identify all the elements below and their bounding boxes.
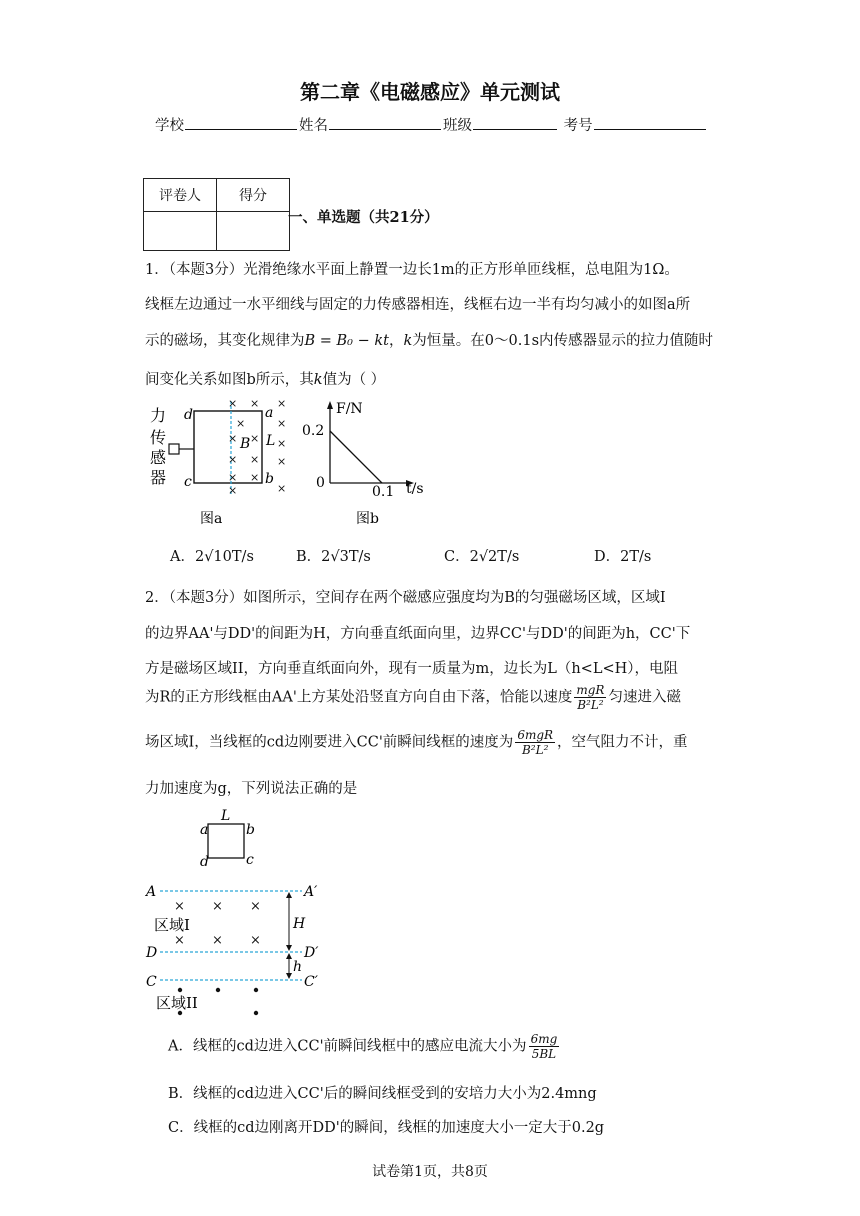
- svg-text:×: ×: [228, 397, 238, 410]
- name-label: 姓名: [299, 118, 328, 134]
- sensor-char-3: 感: [150, 448, 167, 467]
- q2-line-5-tail: ，空气阻力不计，重: [557, 734, 688, 751]
- q2-line-6: 力加速度为g，下列说法正确的是: [145, 781, 358, 797]
- school-field[interactable]: [185, 114, 297, 130]
- field-crosses: [228, 397, 286, 497]
- q1-line-3-tail: 为恒量。在0～0.1s内传感器显示的拉力值随时: [412, 333, 714, 349]
- q2-line-2: 的边界AA'与DD'的间距为H，方向垂直纸面向里，边界CC'与DD'的间距为h，CC'下: [145, 626, 691, 642]
- fig2-label-d: d: [200, 854, 209, 870]
- q2-line-4-tail: 匀速进入磁: [608, 689, 681, 706]
- square-coil: [208, 824, 244, 858]
- svg-text:×: ×: [250, 453, 260, 466]
- fig2-label-a: a: [200, 822, 209, 838]
- q1-option-b[interactable]: B．2√3T/s: [296, 549, 371, 565]
- q2-line-1: 2．（本题3分）如图所示，空间存在两个磁感应强度均为B的匀强磁场区域，区域I: [145, 590, 666, 606]
- svg-text:×: ×: [236, 417, 246, 430]
- q1-k2: k: [313, 372, 323, 388]
- origin-label: 0: [316, 475, 325, 491]
- q2-option-a-fraction: [529, 1032, 560, 1061]
- y-axis-arrow: [327, 401, 333, 409]
- q2-option-c[interactable]: C．线框的cd边刚离开DD'的瞬间，线框的加速度大小一定大于0.2g: [168, 1120, 605, 1136]
- fig2-label-L: L: [221, 808, 231, 824]
- svg-text:×: ×: [228, 453, 238, 466]
- q1-line-4: [145, 368, 385, 389]
- fig-a-caption: 图a: [200, 511, 223, 527]
- frac1-num: mgR: [576, 683, 605, 697]
- page-title: 第二章《电磁感应》单元测试: [300, 80, 560, 104]
- fig2-label-A-prime: A′: [304, 884, 318, 900]
- y-axis-label: F/N: [336, 401, 363, 417]
- svg-text:×: ×: [212, 899, 223, 914]
- sensor-box: [169, 444, 179, 454]
- svg-text:×: ×: [250, 933, 261, 948]
- q1-line-1: 1．（本题3分）光滑绝缘水平面上静置一边长1m的正方形单匝线框，总电阻为1Ω。: [145, 262, 679, 278]
- number-label: 考号: [563, 118, 593, 134]
- q2-option-a-text: A．线框的cd边进入CC'前瞬间线框中的感应电流大小为: [168, 1038, 527, 1055]
- q1-option-a[interactable]: A．2√10T/s: [170, 549, 254, 565]
- sensor-char-4: 器: [150, 468, 167, 487]
- svg-text:×: ×: [250, 397, 260, 410]
- score-header: 得分: [217, 179, 290, 212]
- fig2-label-b: b: [246, 822, 255, 838]
- force-line: [330, 431, 382, 483]
- q2-line-5: [145, 728, 688, 757]
- optA-num: 6mg: [530, 1032, 558, 1046]
- svg-text:×: ×: [277, 417, 287, 430]
- label-d: d: [184, 407, 193, 423]
- q1-formula: B = B₀ − kt: [304, 333, 389, 349]
- student-info-line: [155, 114, 708, 135]
- score-cell[interactable]: [217, 212, 290, 251]
- svg-text:×: ×: [277, 437, 287, 450]
- svg-text:×: ×: [250, 432, 260, 445]
- q2-option-a[interactable]: [168, 1032, 561, 1061]
- x-tick-label: 0.1: [372, 484, 395, 500]
- q2-line-4-text: 为R的正方形线框由AA'上方某处沿竖直方向自由下落，恰能以速度: [145, 689, 573, 706]
- q1-comma: ，: [388, 333, 404, 349]
- label-c: c: [184, 474, 192, 490]
- figure-a: [140, 397, 300, 532]
- q1-option-c[interactable]: C．2√2T/s: [444, 549, 520, 565]
- svg-text:×: ×: [174, 933, 185, 948]
- name-field[interactable]: [329, 114, 441, 130]
- q2-option-b[interactable]: B．线框的cd边进入CC'后的瞬间线框受到的安培力大小为2.4mng: [168, 1086, 597, 1102]
- grader-header: 评卷人: [144, 179, 217, 212]
- fig2-label-h: h: [293, 959, 303, 975]
- svg-text:×: ×: [277, 397, 287, 410]
- fig2-label-D-prime: D′: [304, 945, 319, 961]
- fig2-label-D: D: [146, 945, 158, 961]
- svg-text:×: ×: [250, 899, 261, 914]
- school-label: 学校: [155, 118, 184, 134]
- q2-line-4: [145, 683, 681, 712]
- sensor-char-2: 传: [150, 428, 167, 447]
- region2-label: 区域II: [156, 994, 198, 1012]
- x-axis-label: t/s: [406, 481, 424, 497]
- svg-text:×: ×: [228, 484, 238, 497]
- grading-table: [143, 178, 290, 251]
- region1-label: 区域I: [154, 916, 190, 934]
- fig-b-caption: 图b: [356, 511, 379, 527]
- class-label: 班级: [443, 118, 472, 134]
- fig2-label-C: C: [146, 974, 157, 990]
- q1-line-3: [145, 329, 713, 350]
- label-b: b: [265, 471, 274, 487]
- figure-2: [140, 806, 340, 1024]
- svg-text:×: ×: [277, 455, 287, 468]
- label-a: a: [265, 405, 274, 421]
- q2-speed2-fraction: [515, 728, 555, 757]
- svg-text:×: ×: [228, 432, 238, 445]
- label-L: L: [266, 433, 276, 449]
- fig2-label-C-prime: C′: [304, 974, 318, 990]
- svg-text:×: ×: [212, 933, 223, 948]
- svg-text:×: ×: [277, 482, 287, 495]
- fig2-label-c: c: [246, 852, 254, 868]
- svg-text:×: ×: [250, 471, 260, 484]
- grader-cell[interactable]: [144, 212, 217, 251]
- page-footer: 试卷第1页，共8页: [372, 1164, 488, 1180]
- q1-option-d[interactable]: D．2T/s: [594, 549, 652, 565]
- q1-line-3-text: 示的磁场，其变化规律为: [145, 333, 305, 349]
- frac1-den: B²L²: [577, 698, 604, 712]
- frac2-num: 6mgR: [517, 728, 554, 742]
- class-field[interactable]: [473, 114, 557, 130]
- section-heading: 一、单选题（共21分）: [288, 209, 439, 226]
- svg-text:×: ×: [228, 471, 238, 484]
- y-tick-label: 0.2: [302, 423, 325, 439]
- fig2-label-A: A: [146, 884, 157, 900]
- q1-k: k: [403, 333, 413, 349]
- q1-line-4-tail: 值为（ ）: [322, 372, 386, 388]
- svg-text:×: ×: [174, 899, 185, 914]
- q2-speed-fraction: [574, 683, 606, 712]
- number-field[interactable]: [594, 114, 706, 130]
- q2-line-3: 方是磁场区域II，方向垂直纸面向外，现有一质量为m，边长为L（h<L<H），电阻: [145, 661, 678, 677]
- frac2-den: B²L²: [521, 743, 549, 757]
- q2-line-5-text: 场区域I，当线框的cd边刚要进入CC'前瞬间线框的速度为: [145, 734, 514, 751]
- q1-line-2: 线框左边通过一水平细线与固定的力传感器相连，线框右边一半有均匀减小的如图a所: [145, 297, 691, 313]
- label-B: B: [240, 436, 251, 452]
- q1-line-4-text: 间变化关系如图b所示，其: [145, 372, 314, 388]
- fig2-label-H: H: [293, 916, 306, 932]
- figure-b: [300, 397, 430, 532]
- optA-den: 5BL: [531, 1047, 557, 1061]
- sensor-char-1: 力: [150, 406, 167, 425]
